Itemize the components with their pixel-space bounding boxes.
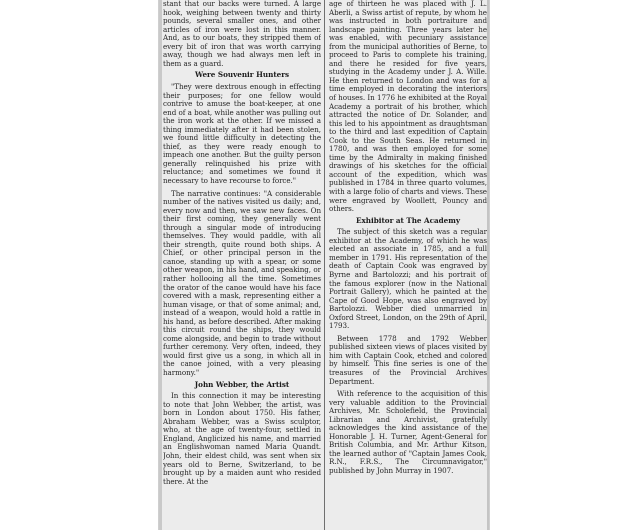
page-edge-right: [487, 0, 489, 530]
article-paragraph: age of thirteen he was placed with J. L. Aberli, a Swiss artist of repute, by whom he was instructed in both portraiture and landscape painting. Three years later he was enabled, with pecuniary assistance from the municipal authorities of Berne, to proceed to Paris to complete his training, and there he resided for five years, studying in the Academy under J. A. Wille. He then returned to London and was for a time employed in decorating the interiors of houses. In 1776 he exhibited at the Royal Academy a portrait of his brother, which attracted the notice of Dr. Solander, and this led to his appointment as draughtsman to the third and last expedition of Captain Cook to the South Seas. He returned in 1780, and was then employed for some time by the Admiralty in making finished drawings of his sketches for the official account of the expedition, which was published in 1784 in three quarto volumes, with a large folio of charts and views. These were engraved by Woollett, Pouncy and others.: [329, 0, 487, 214]
article-paragraph: The subject of this sketch was a regular exhibitor at the Academy, of which he was elected an associate in 1785, and a full member in 1791. His representation of the death of Captain Cook was engraved by Byrne and Bartolozzi; and his portrait of the famous explorer (now in the National Portrait Gallery), which he painted at the Cape of Good Hope, was also engraved by Bartolozzi. Webber died unmarried in Oxford Street, London, on the 29th of April, 1793.: [329, 227, 487, 331]
left-column: [163, 0, 321, 530]
newspaper-clipping: [158, 0, 490, 530]
article-paragraph: The narrative continues: "A considerable number of the natives visited us daily; and, every now and then, we saw new faces. On their first coming, they generally went through a singular mode of introducing themselves. They would paddle, with all their strength, quite round both ships. A Chief, or other principal person in the canoe, standing up with a spear, or some other weapon, in his hand, and speaking, or rather hollooing all the time. Sometimes the orator of the canoe would have his face covered with a mask, representing either a human visage, or that of some animal; and, instead of a weapon, would hold a rattle in his hand, as before described. After making this circuit round the ships, they would come alongside, and begin to trade without further ceremony. Very often, indeed, they would first give us a song, in which all in the canoe joined, with a very pleasing harmony.": [163, 188, 321, 378]
subheading-john-webber: John Webber, the Artist: [194, 379, 290, 389]
page-edge-left: [159, 0, 162, 530]
subheading-exhibitor-academy: Exhibitor at The Academy: [356, 215, 460, 225]
article-paragraph: Between 1778 and 1792 Webber published sixteen views of places visited by him with Captain Cook, etched and colored by himself. This fine series is one of the treasures of the Provincial Archives Department.: [329, 333, 487, 386]
right-column: [329, 0, 487, 530]
article-paragraph: In this connection it may be interesting to note that John Webber, the artist, was born in London about 1750. His father, Abraham Webber, was a Swiss sculptor, who, at the age of twenty-four, settled in England, Anglicized his name, and married an Englishwoman named Maria Quandt. John, their eldest child, was sent when six years old to Berne, Switzerland, to be brought up by a maiden aunt who resided there. At the: [163, 391, 321, 486]
article-paragraph: stant that our backs were turned. A large hook, weighing between twenty and thirty pounds, several smaller ones, and other articles of iron were lost in this manner. And, as to our boats, they stripped them of every bit of iron that was worth carrying away, though we had always men left in them as a guard.: [163, 0, 321, 68]
article-paragraph: With reference to the acquisition of this very valuable addition to the Provincial Archives, Mr. Scholefield, the Provincial Librarian and Archivist, gratefully acknowledges the kind assistance of the Honorable J. H. Turner, Agent-General for British Columbia, and Mr. Arthur Kitson, the learned author of "Captain James Cook, R.N., F.R.S., The Circumnavigator," published by John Murray in 1907.: [329, 389, 487, 476]
subheading-souvenir-hunters: Were Souvenir Hunters: [194, 70, 290, 80]
article-paragraph: "They were dextrous enough in effecting their purposes; for one fellow would contrive to amuse the boat-keeper, at one end of a boat, while another was pulling out the iron work at the other. If we missed a thing immediately after it had been stolen, we found little difficulty in detecting the thief, as they were ready enough to impeach one another. But the guilty person generally relinquished his prize with reluctance; and sometimes we found it necessary to have recourse to force.": [163, 81, 321, 185]
column-rule: [324, 0, 325, 530]
